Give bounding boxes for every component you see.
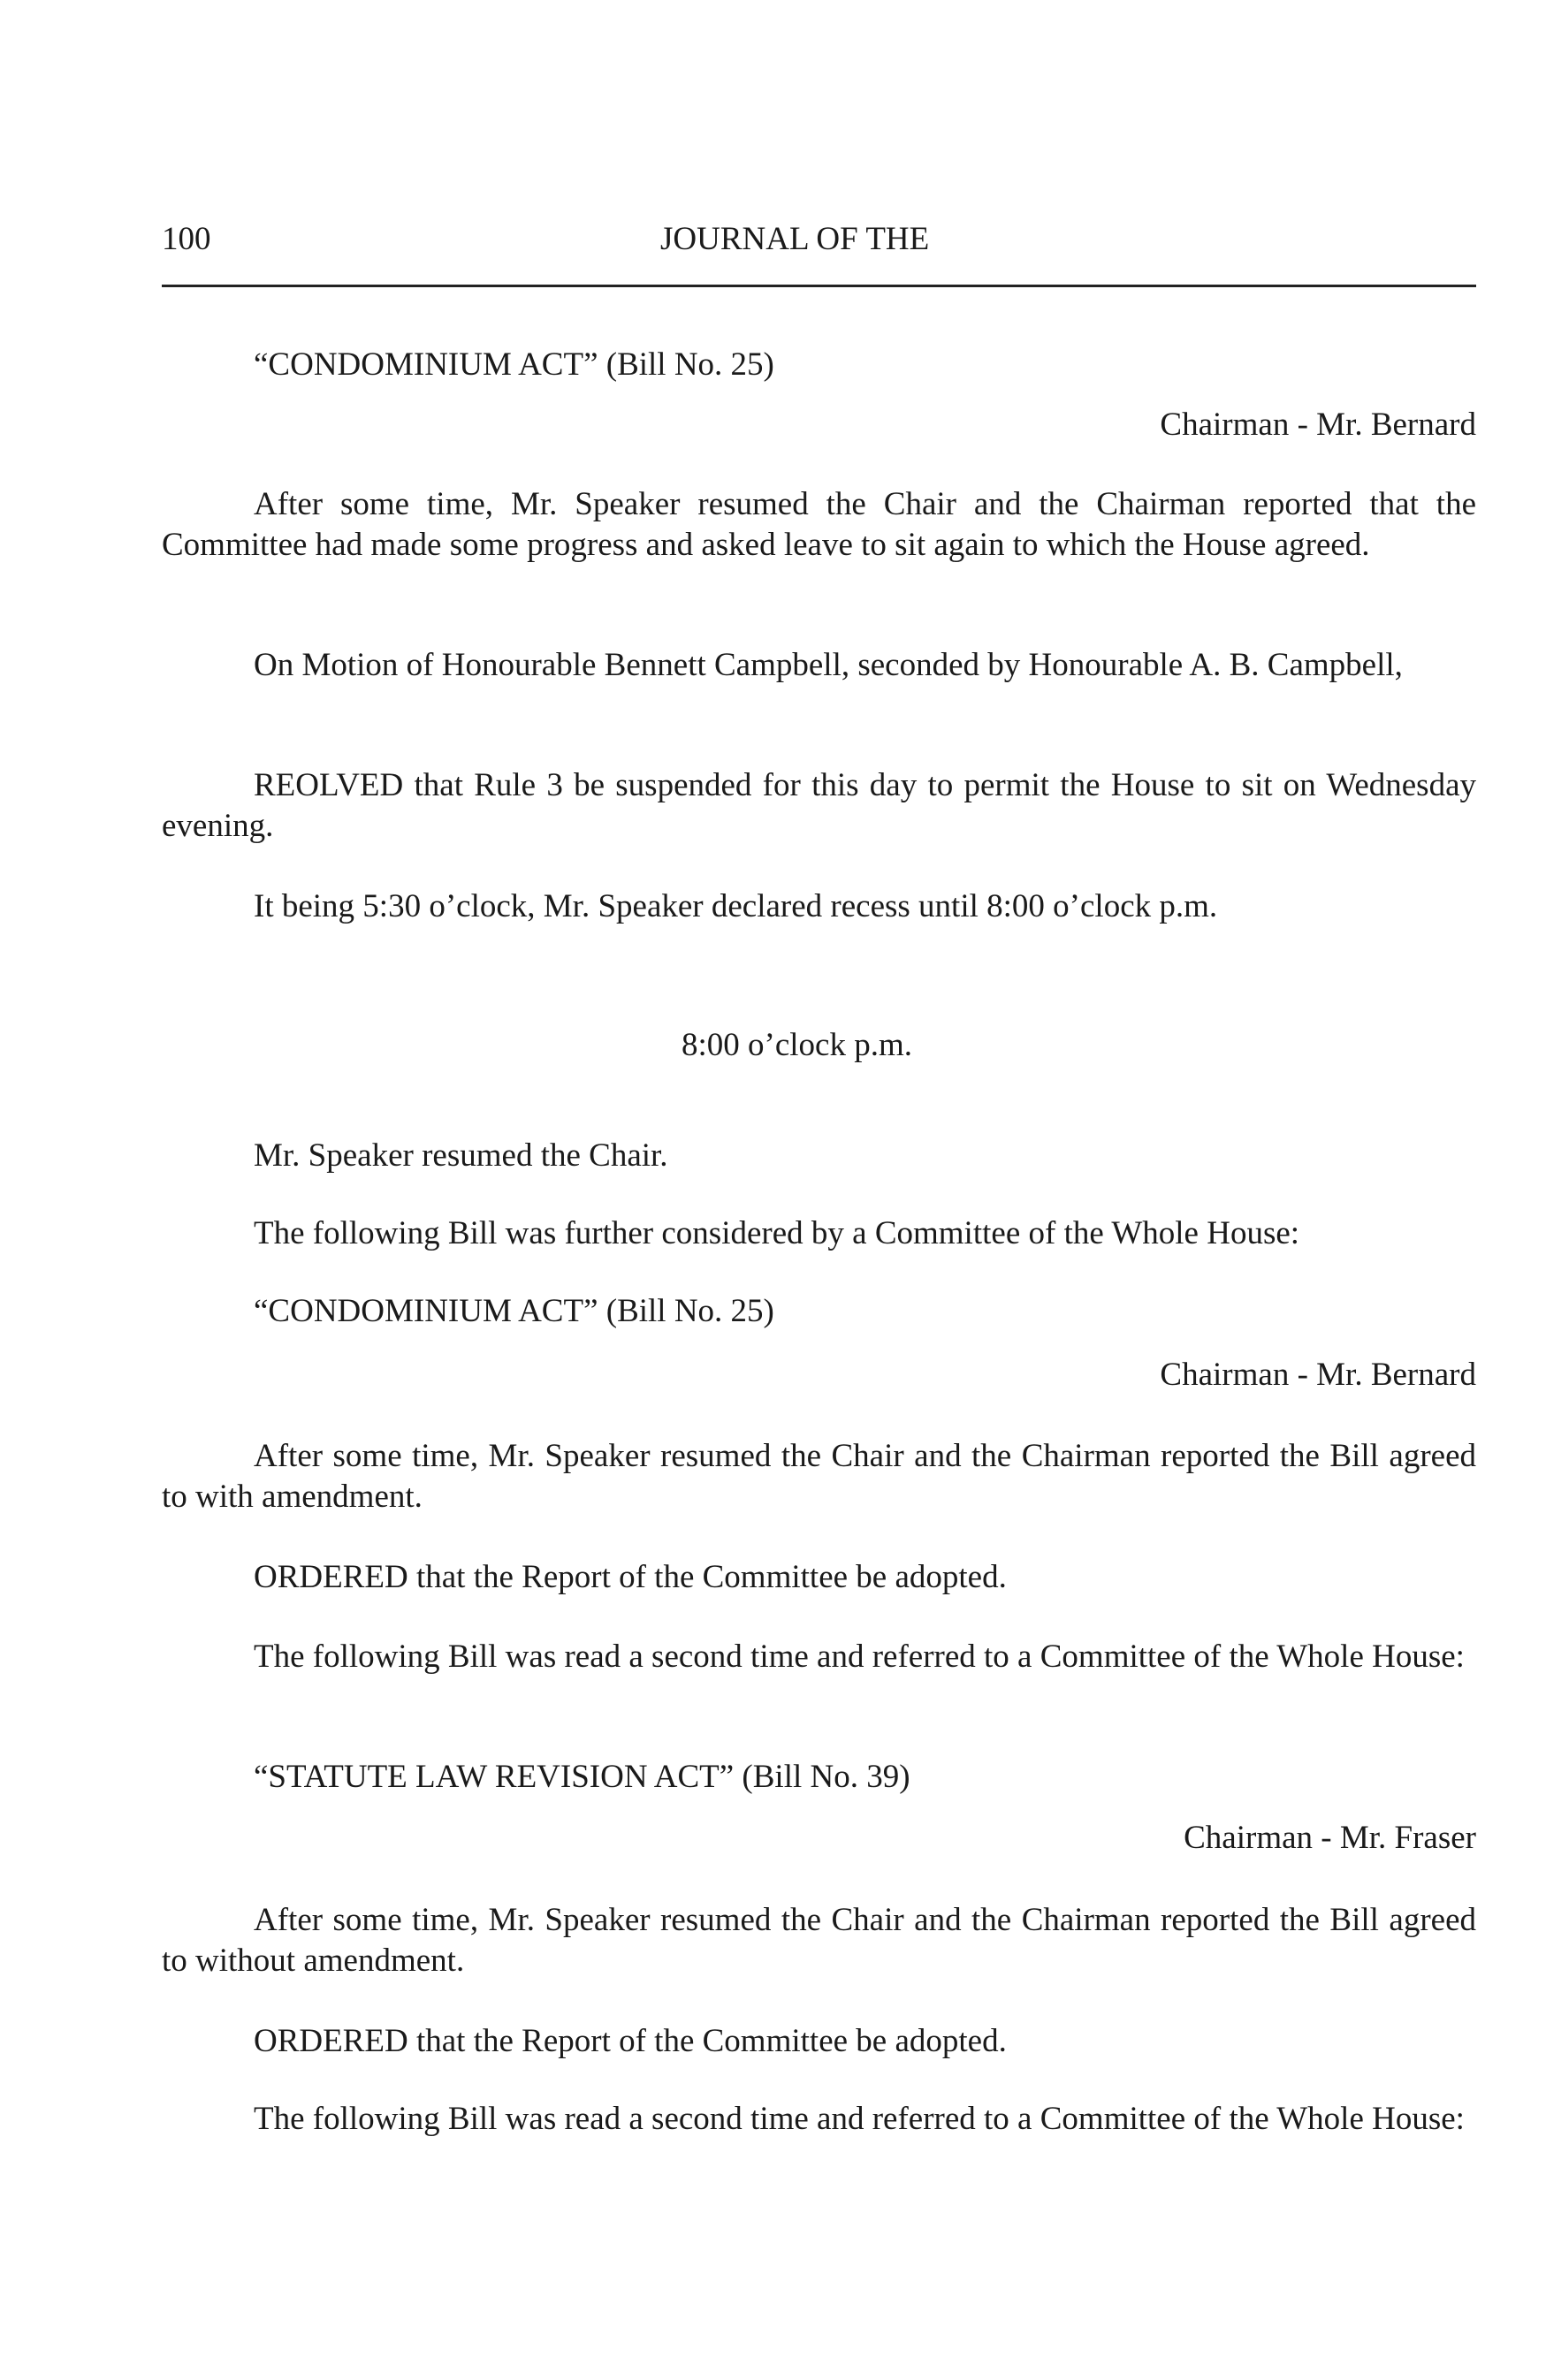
paragraph: The following Bill was further considered by a Committee of the Whole House: <box>254 1215 1300 1251</box>
bill-title: “CONDOMINIUM ACT” (Bill No. 25) <box>254 1293 774 1329</box>
time-heading: 8:00 o’clock p.m. <box>682 1027 913 1063</box>
chairman-line: Chairman - Mr. Bernard <box>1160 1357 1476 1393</box>
paragraph: Mr. Speaker resumed the Chair. <box>254 1137 668 1174</box>
bill-title: “STATUTE LAW REVISION ACT” (Bill No. 39) <box>254 1759 910 1795</box>
paragraph: After some time, Mr. Speaker resumed the Chair and the Chairman reported the Bill agreed to with amendment. <box>162 1438 1476 1515</box>
paragraph: ORDERED that the Report of the Committee be adopted. <box>254 1559 1007 1595</box>
paragraph: The following Bill was read a second time and referred to a Committee of the Whole House: <box>254 1639 1465 1675</box>
chairman-line: Chairman - Mr. Fraser <box>1184 1820 1476 1856</box>
paragraph: REOLVED that Rule 3 be suspended for this day to permit the House to sit on Wednesday evening. <box>162 767 1476 844</box>
page-number: 100 <box>162 221 211 257</box>
running-title: JOURNAL OF THE <box>660 221 930 257</box>
paragraph: ORDERED that the Report of the Committee be adopted. <box>254 2023 1007 2059</box>
chairman-line: Chairman - Mr. Bernard <box>1160 407 1476 443</box>
header-rule <box>162 285 1476 287</box>
bill-title: “CONDOMINIUM ACT” (Bill No. 25) <box>254 346 774 383</box>
paragraph: It being 5:30 o’clock, Mr. Speaker declared recess until 8:00 o’clock p.m. <box>254 888 1218 924</box>
paragraph: After some time, Mr. Speaker resumed the Chair and the Chairman reported that the Committee had made some progress and asked leave to sit again to which the House agreed. <box>162 486 1476 563</box>
paragraph: The following Bill was read a second time and referred to a Committee of the Whole House: <box>254 2101 1465 2137</box>
paragraph: On Motion of Honourable Bennett Campbell, seconded by Honourable A. B. Campbell, <box>254 647 1403 683</box>
paragraph: After some time, Mr. Speaker resumed the Chair and the Chairman reported the Bill agreed to without amendment. <box>162 1902 1476 1979</box>
